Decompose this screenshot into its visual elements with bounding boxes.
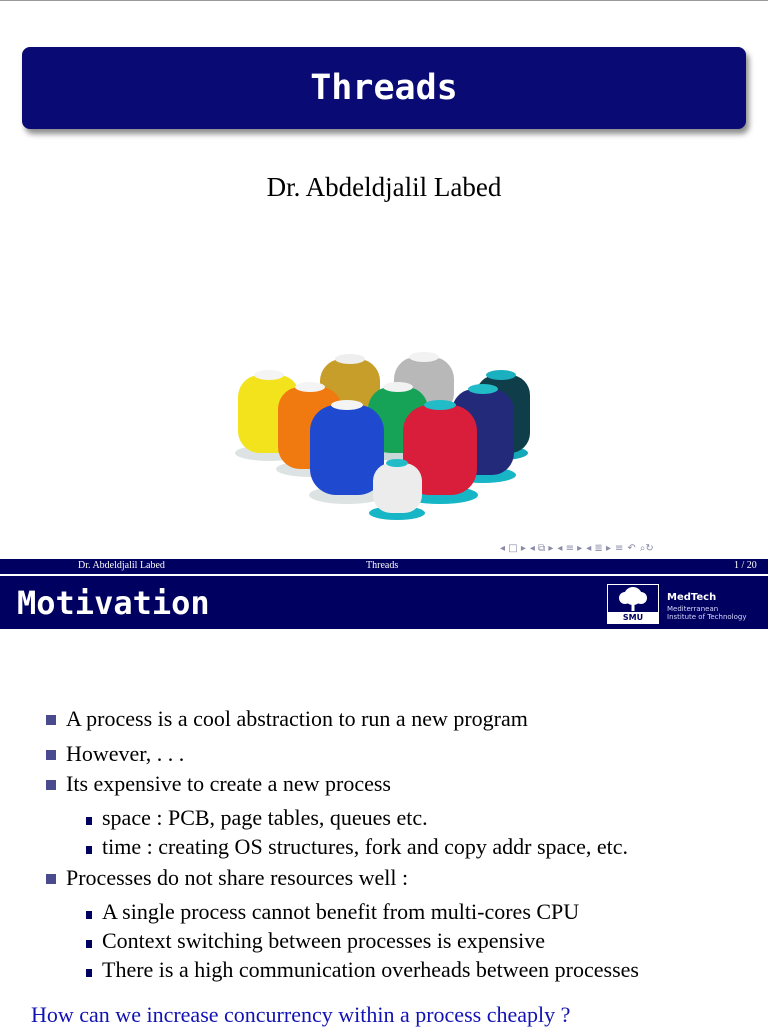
frame-title: Motivation [17,584,210,622]
logo-subtitle-line1: Mediterranean [667,605,719,613]
smu-badge: SMU [608,612,658,623]
frame-header [0,576,768,629]
logo-name: MedTech [667,592,717,603]
nav-prev-icon[interactable]: ◂ ⧉ ▸ [529,542,554,554]
search-icon[interactable]: ⌕↻ [639,542,654,554]
author-name: Dr. Abdeldjalil Labed [266,172,502,202]
nav-first-icon[interactable]: ◂ □ ▸ [500,542,526,554]
title-box [22,47,746,129]
medtech-logo [607,584,759,624]
thread-spools-image [228,345,538,530]
logo-subtitle-line2: Institute of Technology [667,613,747,621]
undo-icon[interactable]: ↶ [627,542,636,554]
beamer-navigation [500,540,765,556]
tree-icon [608,585,658,613]
footer-page-number: 1 / 20 [734,560,757,571]
footer-title: Threads [366,560,399,571]
top-rule [0,0,768,1]
nav-section-icon[interactable]: ≡ [614,542,624,554]
logo-subtitle [667,605,762,621]
footer-author: Dr. Abdeldjalil Labed [78,560,165,571]
slide-title: Threads [310,68,458,108]
nav-last-icon[interactable]: ◂ ≣ ▸ [586,542,611,554]
question-text: How can we increase concurrency within a process cheaply ? [31,1002,571,1027]
nav-next-icon[interactable]: ◂ ≡ ▸ [557,542,583,554]
smu-logo-box [607,584,659,624]
slide-footer [0,559,768,574]
